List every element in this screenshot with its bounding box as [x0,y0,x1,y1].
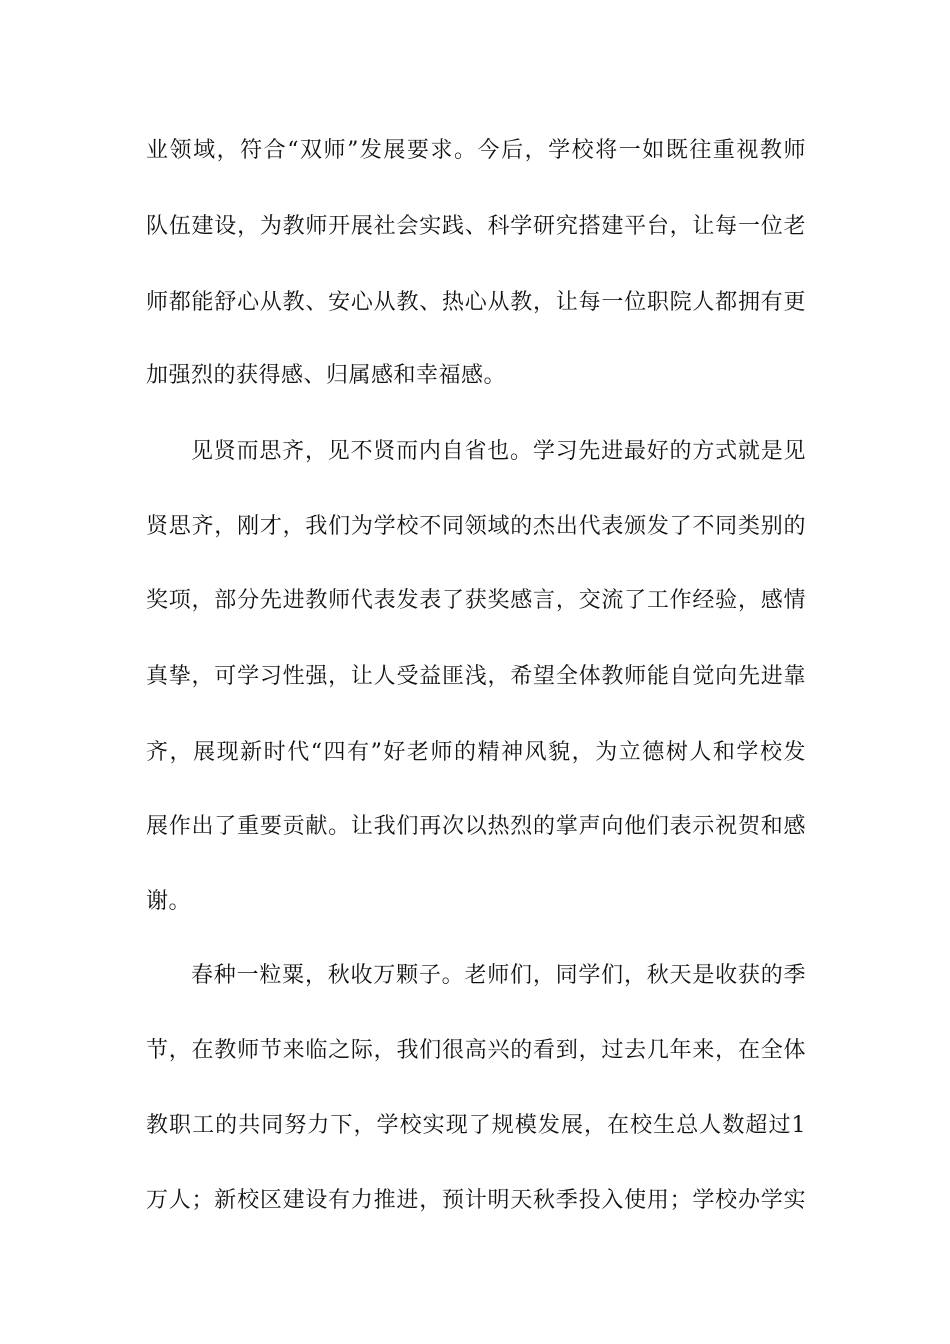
paragraph-first-line: 见贤而思齐，见不贤而内自省也。学习先进最好的方式就是见 [191,439,806,464]
text-line: 奖项，部分先进教师代表发表了获奖感言，交流了工作经验，感情 [146,588,806,613]
text-line: 教职工的共同努力下，学校实现了规模发展，在校生总人数超过1 [146,1113,806,1138]
text-line: 业领域，符合“双师”发展要求。今后，学校将一如既往重视教师 [146,138,806,163]
text-line: 师都能舒心从教、安心从教、热心从教，让每一位职院人都拥有更 [146,290,806,315]
text-line: 万人；新校区建设有力推进，预计明天秋季投入使用；学校办学实 [146,1188,806,1213]
text-line: 谢。 [146,889,192,914]
text-line: 队伍建设，为教师开展社会实践、科学研究搭建平台，让每一位老 [146,214,806,239]
text-line: 真挚，可学习性强，让人受益匪浅，希望全体教师能自觉向先进靠 [146,664,806,689]
text-line: 展作出了重要贡献。让我们再次以热烈的掌声向他们表示祝贺和感 [146,814,806,839]
text-line: 加强烈的获得感、归属感和幸福感。 [146,363,507,388]
text-line: 贤思齐，刚才，我们为学校不同领域的杰出代表颁发了不同类别的 [146,514,806,539]
text-line: 齐，展现新时代“四有”好老师的精神风貌，为立德树人和学校发 [146,740,806,765]
text-line: 节，在教师节来临之际，我们很高兴的看到，过去几年来，在全体 [146,1038,806,1063]
paragraph-first-line: 春种一粒粟，秋收万颗子。老师们，同学们，秋天是收获的季 [191,963,806,988]
